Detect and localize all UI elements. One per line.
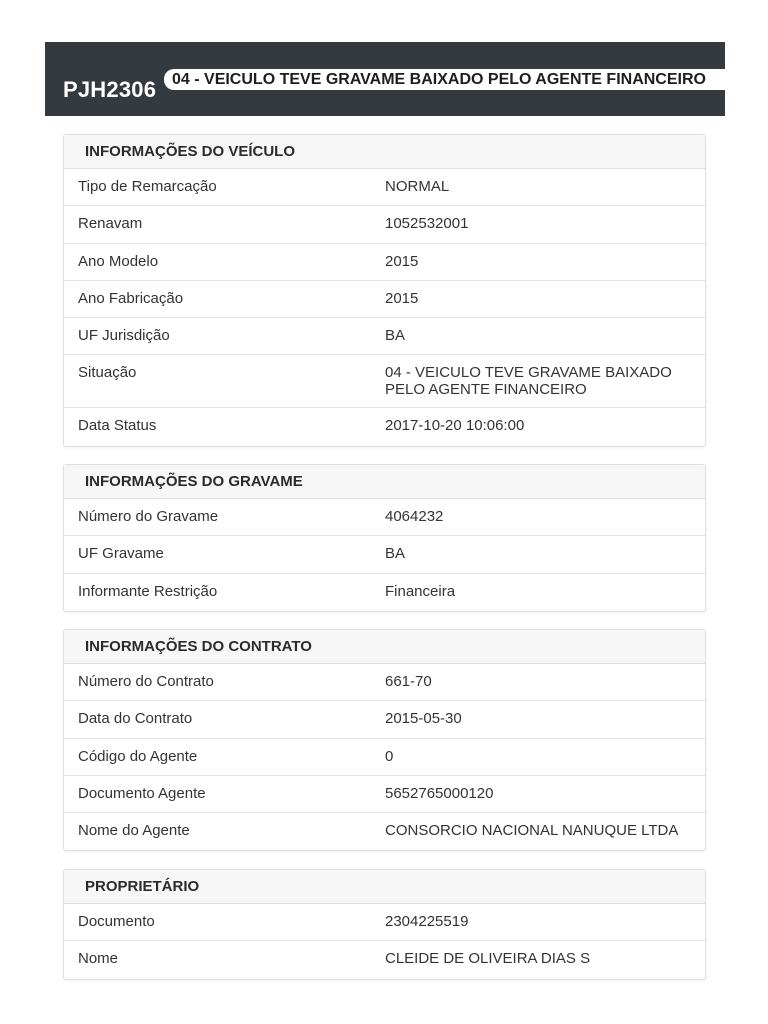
- field-value: Financeira: [385, 582, 456, 600]
- vehicle-header: [45, 42, 725, 116]
- field-value: 04 - VEICULO TEVE GRAVAME BAIXADO PELO AGENTE FINANCEIRO: [385, 364, 672, 399]
- table-row: [64, 499, 705, 536]
- field-label: Documento Agente: [78, 784, 206, 802]
- field-label: Informante Restrição: [78, 582, 218, 600]
- field-label: Ano Fabricação: [78, 289, 184, 307]
- field-value: 2015: [385, 252, 419, 270]
- field-value: NORMAL: [385, 178, 450, 195]
- table-row: [64, 408, 705, 445]
- field-value: 2017-10-20 10:06:00: [385, 417, 525, 435]
- field-label: Nome do Agente: [78, 822, 190, 840]
- field-value: BA: [385, 545, 406, 563]
- field-label: Data Status: [78, 417, 157, 435]
- table-row: [64, 701, 705, 738]
- card-title: INFORMAÇÕES DO GRAVAME: [64, 465, 705, 499]
- table-row: [64, 776, 705, 813]
- card-title: INFORMAÇÕES DO CONTRATO: [64, 630, 705, 664]
- vehicle-info-card: [63, 134, 706, 447]
- field-value: 1052532001: [385, 215, 469, 233]
- contract-info-card: [63, 629, 706, 851]
- table-row: [64, 904, 705, 941]
- lien-info-card: [63, 464, 706, 612]
- table-row: [64, 536, 705, 573]
- field-label: Renavam: [78, 215, 143, 233]
- field-label: Código do Agente: [78, 747, 198, 765]
- field-label: UF Jurisdição: [78, 327, 170, 345]
- status-badge: 04 - VEICULO TEVE GRAVAME BAIXADO PELO AGENTE FINANCEIRO: [164, 69, 733, 90]
- field-value: CONSORCIO NACIONAL NANUQUE LTDA: [385, 822, 679, 840]
- field-label: Situação: [78, 364, 137, 382]
- field-label: Tipo de Remarcação: [78, 178, 217, 195]
- field-value: BA: [385, 327, 406, 345]
- table-row: [64, 813, 705, 850]
- field-label: Documento: [78, 913, 155, 930]
- field-value: 661-70: [385, 673, 432, 690]
- field-value: 5652765000120: [385, 784, 494, 802]
- table-row: [64, 664, 705, 701]
- field-label: Número do Gravame: [78, 508, 219, 525]
- field-label: Número do Contrato: [78, 673, 214, 690]
- plate-number: PJH2306: [63, 77, 157, 102]
- table-row: [64, 574, 705, 611]
- table-row: [64, 941, 705, 978]
- table-row: [64, 281, 705, 318]
- field-value: CLEIDE DE OLIVEIRA DIAS S: [385, 950, 591, 968]
- field-value: 2304225519: [385, 913, 469, 930]
- field-label: Nome: [78, 950, 119, 968]
- table-row: [64, 244, 705, 281]
- field-value: 2015: [385, 289, 419, 307]
- field-value: 2015-05-30: [385, 710, 462, 728]
- owner-card: [63, 869, 706, 980]
- table-row: [64, 739, 705, 776]
- table-row: [64, 355, 705, 408]
- table-row: [64, 169, 705, 206]
- field-value: 4064232: [385, 508, 444, 525]
- table-row: [64, 318, 705, 355]
- field-label: Ano Modelo: [78, 252, 159, 270]
- field-value: 0: [385, 747, 394, 765]
- field-label: Data do Contrato: [78, 710, 193, 728]
- field-label: UF Gravame: [78, 545, 164, 563]
- table-row: [64, 206, 705, 243]
- card-title: INFORMAÇÕES DO VEÍCULO: [64, 135, 705, 169]
- card-title: PROPRIETÁRIO: [64, 870, 705, 904]
